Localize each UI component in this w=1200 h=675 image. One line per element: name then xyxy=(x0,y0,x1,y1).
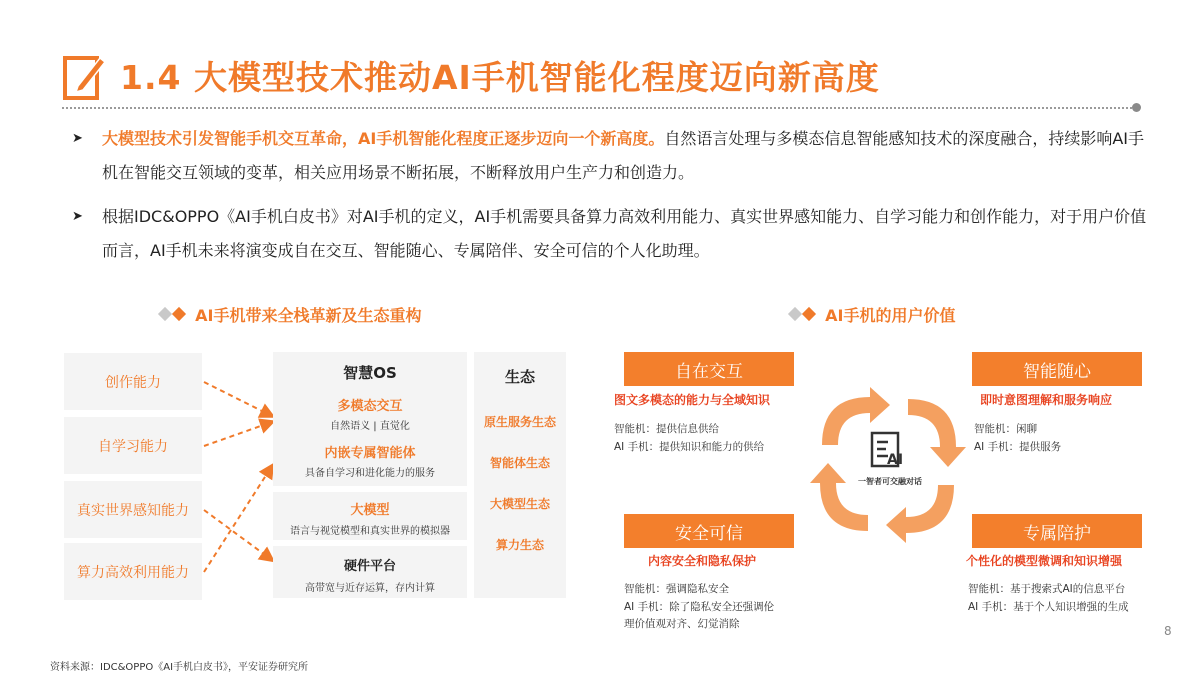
svg-text:AI: AI xyxy=(887,452,904,468)
diamond-icon xyxy=(158,307,172,321)
diamond-icon xyxy=(788,307,802,321)
card-line: AI 手机：提供知识和能力的供给 xyxy=(614,441,765,453)
card-subtitle: 图文多模态的能力与全域知识 xyxy=(614,393,771,407)
card-subtitle: 内容安全和隐私保护 xyxy=(648,554,757,568)
card-line: 智能机：强调隐私安全 xyxy=(624,583,729,595)
left-section-title: AI手机带来全栈革新及生态重构 xyxy=(160,303,422,326)
eco-item: 大模型生态 xyxy=(489,497,550,511)
divider-dot xyxy=(1132,103,1141,112)
card-subtitle: 个性化的模型微调和知识增强 xyxy=(966,554,1123,568)
right-section-title: AI手机的用户价值 xyxy=(790,303,956,326)
card-header-smart-intent: 智能随心 xyxy=(972,352,1142,386)
os-item-desc: 自然语义 | 直觉化 xyxy=(330,421,410,432)
os-title: 智慧OS xyxy=(343,364,397,382)
eco-item: 算力生态 xyxy=(495,538,544,552)
arrow-bullet-icon: ➤ xyxy=(72,209,83,224)
os-item-label: 多模态交互 xyxy=(337,399,403,414)
source-note: 资料来源：IDC&OPPO《AI手机白皮书》，平安证券研究所 xyxy=(50,662,309,673)
model-desc: 语言与视觉模型和真实世界的模拟器 xyxy=(290,526,450,537)
card-line: AI 手机：提供服务 xyxy=(974,441,1062,453)
smart-os-box xyxy=(273,352,467,486)
arrow-bullet-icon: ➤ xyxy=(72,131,83,146)
bullet-2-text: 根据IDC&OPPO《AI手机白皮书》对AI手机的定义，AI手机需要具备算力高效利用能力、真实世界感知能力、自学习能力和创作能力，对于用户价值而言，AI手机未来将演变成自在交互、智能随心、专属陪伴、安全可信的个人化助理。 xyxy=(102,207,1147,260)
card-header-free-interaction: 自在交互 xyxy=(624,352,794,386)
card-line: 智能机：闲聊 xyxy=(974,423,1037,435)
capability-arrows xyxy=(200,360,280,590)
pencil-note-icon xyxy=(62,52,106,102)
capability-self-learning: 自学习能力 xyxy=(64,417,202,474)
eco-item: 原生服务生态 xyxy=(483,415,556,429)
capability-perception: 真实世界感知能力 xyxy=(64,481,202,538)
card-line: AI 手机：除了隐私安全还强调伦 xyxy=(624,601,775,613)
hardware-box xyxy=(273,546,467,598)
eco-title: 生态 xyxy=(504,368,535,386)
ai-document-icon xyxy=(868,430,908,470)
card-line: 智能机：基于搜索式AI的信息平台 xyxy=(968,583,1126,595)
card-line: 理价值观对齐、幻觉消除 xyxy=(624,618,740,630)
hardware-desc: 高带宽与近存运算，存内计算 xyxy=(305,583,435,594)
card-header-safe-trust: 安全可信 xyxy=(624,514,794,548)
capability-creation: 创作能力 xyxy=(64,353,202,410)
card-header-exclusive-companion: 专属陪护 xyxy=(972,514,1142,548)
diamond-icon xyxy=(172,307,186,321)
bullet-2 xyxy=(72,200,1152,268)
diamond-icon xyxy=(802,307,816,321)
bullet-1 xyxy=(72,122,1152,190)
title-divider xyxy=(62,107,1140,109)
page-title: 1.4 大模型技术推动AI手机智能化程度迈向新高度 xyxy=(120,58,880,97)
model-label: 大模型 xyxy=(350,503,390,518)
card-line: AI 手机：基于个人知识增强的生成 xyxy=(968,601,1129,613)
capability-compute: 算力高效利用能力 xyxy=(64,543,202,600)
os-item-desc: 具备自学习和进化能力的服务 xyxy=(305,468,435,479)
card-subtitle: 即时意图理解和服务响应 xyxy=(980,393,1113,407)
center-label: 一智者可交融对话 xyxy=(858,477,922,486)
model-box xyxy=(273,492,467,540)
ecosystem-box xyxy=(474,352,566,598)
os-item-label: 内嵌专属智能体 xyxy=(324,446,416,461)
bullet-1-highlight: 大模型技术引发智能手机交互革命，AI手机智能化程度正逐步迈向一个新高度。 xyxy=(102,129,665,148)
bullet-1-text: 自然语言处理与多模态信息智能感知技术的深度融合，持续影响AI手机在智能交互领域的变革，相关应用场景不断拓展，不断释放用户生产力和创造力。 xyxy=(102,129,1145,182)
page-number: 8 xyxy=(1164,624,1172,638)
eco-item: 智能体生态 xyxy=(489,456,550,470)
card-line: 智能机：提供信息供给 xyxy=(614,423,719,435)
hardware-label: 硬件平台 xyxy=(343,559,396,574)
